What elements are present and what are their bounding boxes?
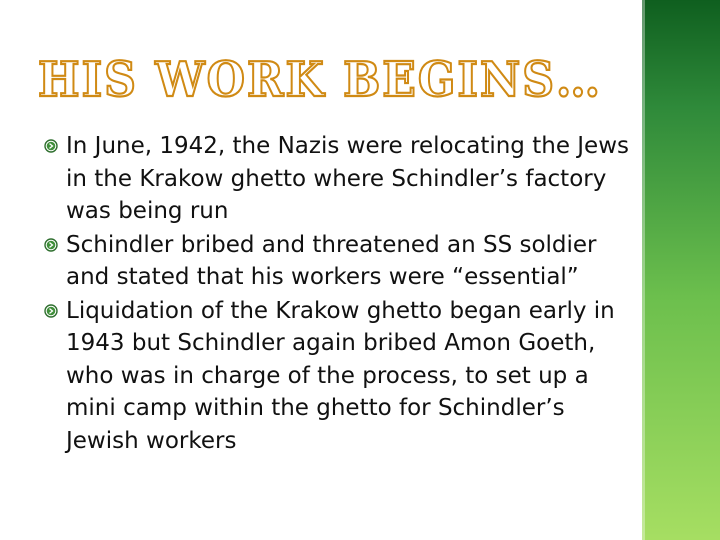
bullet-item: [44, 229, 636, 294]
bullet-text: Liquidation of the Krakow ghetto began early in 1943 but Schindler again bribed Amon Goeth, who was in charge of the process, to set up a mini camp within the ghetto for Schindler’s Jewish workers: [66, 297, 615, 454]
bullet-list: [44, 130, 636, 458]
green-side-bar: [642, 0, 720, 540]
bullet-item: [44, 295, 636, 458]
side-bar-edge: [642, 0, 645, 540]
circled-arrow-bullet-icon: [44, 304, 58, 318]
bullet-item: [44, 130, 636, 228]
circled-arrow-bullet-icon: [44, 238, 58, 252]
circled-arrow-bullet-icon: [44, 139, 58, 153]
bullet-text: Schindler bribed and threatened an SS soldier and stated that his workers were “essential”: [66, 231, 597, 290]
slide-title: HIS WORK BEGINS…: [38, 52, 602, 108]
bullet-text: In June, 1942, the Nazis were relocating the Jews in the Krakow ghetto where Schindler’s factory was being run: [66, 133, 630, 224]
